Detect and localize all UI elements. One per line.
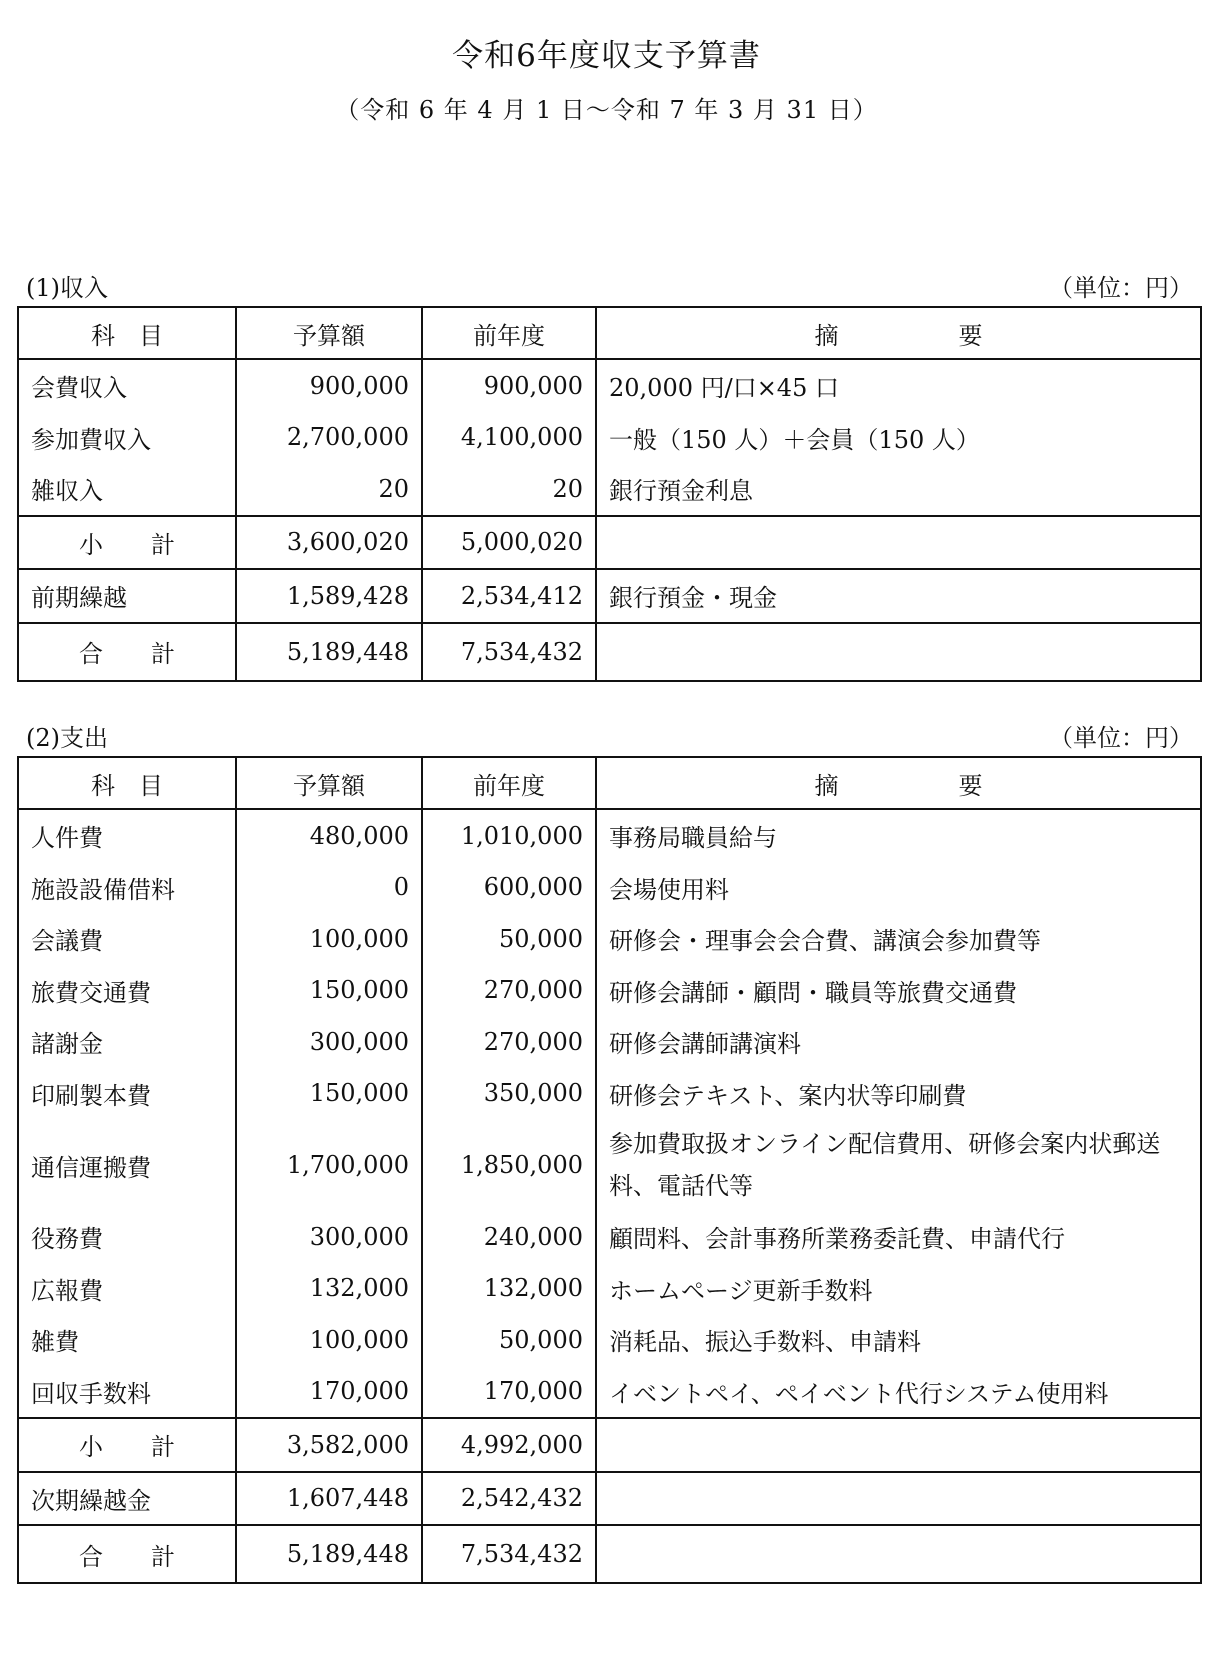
previous-cell: 2,542,432	[422, 1472, 596, 1526]
table-row	[18, 1068, 1201, 1120]
budget-cell: 1,607,448	[236, 1472, 422, 1526]
income-unit-label: （単位：円）	[1049, 274, 1193, 302]
item-cell: 合 計	[18, 1525, 236, 1583]
item-cell: 会議費	[18, 913, 236, 965]
note-cell: 銀行預金・現金	[596, 569, 1201, 623]
previous-cell: 1,850,000	[422, 1119, 596, 1211]
item-cell: 回収手数料	[18, 1366, 236, 1419]
item-cell: 諸謝金	[18, 1016, 236, 1068]
note-cell: 研修会講師講演料	[596, 1016, 1201, 1068]
previous-cell: 50,000	[422, 913, 596, 965]
header-previous: 前年度	[422, 757, 596, 809]
document-title: 令和6年度収支予算書	[452, 38, 761, 74]
budget-cell: 1,700,000	[236, 1119, 422, 1211]
item-cell: 参加費収入	[18, 412, 236, 464]
budget-cell: 100,000	[236, 1314, 422, 1366]
previous-cell: 20	[422, 463, 596, 516]
income-carryover-row	[18, 569, 1201, 623]
header-item: 科 目	[18, 307, 236, 359]
income-subtotal-row	[18, 516, 1201, 570]
previous-cell: 270,000	[422, 965, 596, 1017]
income-header-row	[18, 307, 1201, 359]
note-cell: 銀行預金利息	[596, 463, 1201, 516]
document-period: （令和 6 年 4 月 1 日～令和 7 年 3 月 31 日）	[335, 96, 878, 124]
table-row	[18, 1314, 1201, 1366]
item-cell: 旅費交通費	[18, 965, 236, 1017]
header-previous: 前年度	[422, 307, 596, 359]
table-row	[18, 913, 1201, 965]
budget-cell: 2,700,000	[236, 412, 422, 464]
note-cell	[596, 1525, 1201, 1583]
item-cell: 次期繰越金	[18, 1472, 236, 1526]
note-cell: イベントペイ、ペイベント代行システム使用料	[596, 1366, 1201, 1419]
previous-cell: 4,100,000	[422, 412, 596, 464]
budget-cell: 20	[236, 463, 422, 516]
budget-cell: 480,000	[236, 809, 422, 862]
header-note: 摘 要	[596, 757, 1201, 809]
table-row	[18, 1263, 1201, 1315]
header-note: 摘 要	[596, 307, 1201, 359]
item-cell: 通信運搬費	[18, 1119, 236, 1211]
previous-cell: 50,000	[422, 1314, 596, 1366]
header-item: 科 目	[18, 757, 236, 809]
budget-cell: 0	[236, 862, 422, 914]
table-row	[18, 1016, 1201, 1068]
item-cell: 役務費	[18, 1211, 236, 1263]
budget-cell: 3,600,020	[236, 516, 422, 570]
income-section-header	[18, 268, 1193, 300]
previous-cell: 2,534,412	[422, 569, 596, 623]
item-cell: 合 計	[18, 623, 236, 681]
income-table	[17, 306, 1202, 682]
budget-cell: 150,000	[236, 965, 422, 1017]
item-cell: 雑費	[18, 1314, 236, 1366]
budget-cell: 100,000	[236, 913, 422, 965]
expense-subtotal-row	[18, 1418, 1201, 1472]
table-row	[18, 412, 1201, 464]
note-cell: 事務局職員給与	[596, 809, 1201, 862]
note-cell: 会場使用料	[596, 862, 1201, 914]
previous-cell: 7,534,432	[422, 1525, 596, 1583]
budget-cell: 3,582,000	[236, 1418, 422, 1472]
expense-header-row	[18, 757, 1201, 809]
note-cell: 研修会テキスト、案内状等印刷費	[596, 1068, 1201, 1120]
table-row	[18, 463, 1201, 516]
expense-table	[17, 756, 1202, 1584]
budget-cell: 5,189,448	[236, 1525, 422, 1583]
previous-cell: 600,000	[422, 862, 596, 914]
table-row	[18, 1119, 1201, 1211]
item-cell: 小 計	[18, 1418, 236, 1472]
previous-cell: 900,000	[422, 359, 596, 412]
previous-cell: 270,000	[422, 1016, 596, 1068]
note-cell: ホームページ更新手数料	[596, 1263, 1201, 1315]
budget-cell: 900,000	[236, 359, 422, 412]
previous-cell: 350,000	[422, 1068, 596, 1120]
expense-total-row	[18, 1525, 1201, 1583]
budget-cell: 300,000	[236, 1211, 422, 1263]
table-row	[18, 359, 1201, 412]
note-cell: 研修会講師・顧問・職員等旅費交通費	[596, 965, 1201, 1017]
previous-cell: 170,000	[422, 1366, 596, 1419]
previous-cell: 7,534,432	[422, 623, 596, 681]
table-row	[18, 1211, 1201, 1263]
note-cell: 研修会・理事会会合費、講演会参加費等	[596, 913, 1201, 965]
previous-cell: 5,000,020	[422, 516, 596, 570]
item-cell: 小 計	[18, 516, 236, 570]
table-row	[18, 809, 1201, 862]
budget-cell: 132,000	[236, 1263, 422, 1315]
budget-cell: 5,189,448	[236, 623, 422, 681]
table-row	[18, 1366, 1201, 1419]
budget-cell: 150,000	[236, 1068, 422, 1120]
item-cell: 会費収入	[18, 359, 236, 412]
previous-cell: 132,000	[422, 1263, 596, 1315]
expense-carryover-row	[18, 1472, 1201, 1526]
note-cell	[596, 516, 1201, 570]
note-cell: 消耗品、振込手数料、申請料	[596, 1314, 1201, 1366]
table-row	[18, 862, 1201, 914]
budget-cell: 300,000	[236, 1016, 422, 1068]
note-cell: 20,000 円/口×45 口	[596, 359, 1201, 412]
budget-cell: 170,000	[236, 1366, 422, 1419]
note-cell: 一般（150 人）＋会員（150 人）	[596, 412, 1201, 464]
expense-section-header	[18, 718, 1193, 750]
note-cell: 顧問料、会計事務所業務委託費、申請代行	[596, 1211, 1201, 1263]
income-total-row	[18, 623, 1201, 681]
note-cell	[596, 623, 1201, 681]
note-cell	[596, 1472, 1201, 1526]
previous-cell: 240,000	[422, 1211, 596, 1263]
budget-cell: 1,589,428	[236, 569, 422, 623]
item-cell: 雑収入	[18, 463, 236, 516]
table-row	[18, 965, 1201, 1017]
note-cell	[596, 1418, 1201, 1472]
item-cell: 施設設備借料	[18, 862, 236, 914]
income-section-label: (1)収入	[26, 274, 108, 302]
item-cell: 広報費	[18, 1263, 236, 1315]
previous-cell: 4,992,000	[422, 1418, 596, 1472]
item-cell: 印刷製本費	[18, 1068, 236, 1120]
item-cell: 人件費	[18, 809, 236, 862]
header-budget: 予算額	[236, 307, 422, 359]
item-cell: 前期繰越	[18, 569, 236, 623]
expense-section-label: (2)支出	[26, 724, 108, 752]
expense-unit-label: （単位：円）	[1049, 724, 1193, 752]
previous-cell: 1,010,000	[422, 809, 596, 862]
note-cell: 参加費取扱オンライン配信費用、研修会案内状郵送料、電話代等	[596, 1119, 1201, 1211]
header-budget: 予算額	[236, 757, 422, 809]
